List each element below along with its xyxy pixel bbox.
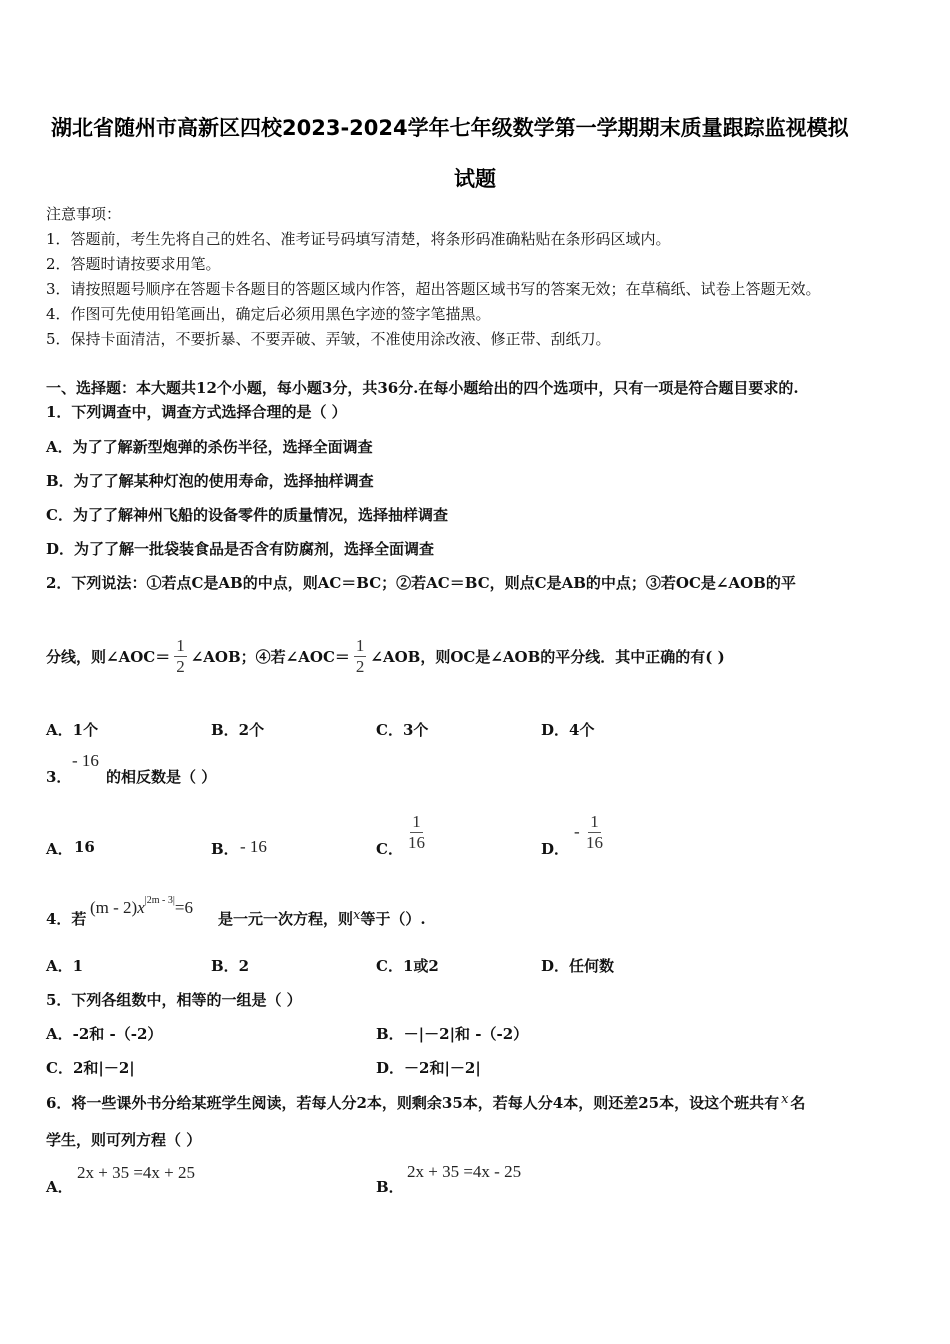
section-heading: 一、选择题：本大题共12个小题，每小题3分，共36分.在每小题给出的四个选项中，只有一项是符合题目要求的. xyxy=(46,379,799,397)
question-4-variable: x xyxy=(353,908,361,923)
question-3-option-c-label: C． xyxy=(376,840,403,858)
question-2-line1: 2．下列说法：①若点C是AB的中点，则AC＝BC；②若AC＝BC，则点C是AB的中点；③若OC是∠AOB的平 xyxy=(46,574,796,592)
question-3-option-a-label: A． xyxy=(46,840,73,858)
notice-item: 5．保持卡面清洁，不要折暴、不要弄破、弄皱，不准使用涂改液、修正带、刮纸刀。 xyxy=(46,330,611,348)
question-5-option-d: D．－2和|－2| xyxy=(376,1059,481,1077)
question-3-option-d-label: D． xyxy=(541,840,570,858)
question-2-text-c: ∠AOB，则OC是∠AOB的平分线．其中正确的有( ) xyxy=(370,647,725,666)
question-3-option-b-value: - 16 xyxy=(240,837,267,856)
question-6-line1 xyxy=(46,1092,805,1113)
fraction-denominator: 2 xyxy=(176,656,185,676)
fraction-numerator: 1 xyxy=(355,636,365,655)
fraction-one-half xyxy=(174,636,187,676)
question-4-option-c: C．1或2 xyxy=(376,957,439,975)
question-6-option-a-label: A． xyxy=(46,1178,73,1196)
question-3-option-d-fraction xyxy=(584,812,605,852)
question-3-number: 3． xyxy=(46,768,72,786)
question-4-option-d: D．任何数 xyxy=(541,957,615,975)
notice-item: 1．答题前，考生先将自己的姓名、准考证号码填写清楚，将条形码准确粘贴在条形码区域内。 xyxy=(46,230,671,248)
question-6-text-b: 名 xyxy=(790,1094,806,1112)
question-2-option-a: A．1个 xyxy=(46,721,99,739)
question-2-option-c: C．3个 xyxy=(376,721,429,739)
question-1-stem: 1．下列调查中，调查方式选择合理的是（ ） xyxy=(46,403,347,421)
question-2-text-a: 分线，则∠AOC＝ xyxy=(46,647,171,666)
fraction-numerator: 1 xyxy=(590,812,599,831)
question-1-option-a: A．为了了解新型炮弹的杀伤半径，选择全面调查 xyxy=(46,438,373,456)
question-5-option-c: C．2和|－2| xyxy=(46,1059,135,1077)
fraction-denominator: 16 xyxy=(408,832,425,852)
notice-item: 3．请按照题号顺序在答题卡各题目的答题区域内作答，超出答题区域书写的答案无效；在草稿纸、试卷上答题无效。 xyxy=(46,280,821,298)
page-title-line1: 湖北省随州市高新区四校2023-2024学年七年级数学第一学期期末质量跟踪监视模拟 xyxy=(51,116,849,140)
question-2-option-b: B．2个 xyxy=(211,721,265,739)
fraction-numerator: 1 xyxy=(176,636,185,655)
question-3-option-b-label: B． xyxy=(211,840,239,858)
question-3-expression: - 16 xyxy=(72,751,99,770)
question-3-option-c-fraction xyxy=(406,812,427,852)
fraction-one-half xyxy=(354,636,367,676)
question-6-text-a: 6．将一些课外书分给某班学生阅读，若每人分2本，则剩余35本，若每人分4本，则还差25本，设这个班共有 xyxy=(46,1094,780,1112)
question-3-stem: 的相反数是（ ） xyxy=(106,768,217,786)
page-title-line2: 试题 xyxy=(454,167,496,191)
question-6-option-b-equation: 2x + 35 =4x - 25 xyxy=(407,1162,522,1181)
question-1-option-b: B．为了了解某种灯泡的使用寿命，选择抽样调查 xyxy=(46,472,374,490)
question-4-tail: 等于（）. xyxy=(360,910,426,928)
question-2-text-b: ∠AOB；④若∠AOC＝ xyxy=(190,647,350,666)
question-4-stem-middle xyxy=(218,908,426,929)
question-6-option-a-equation: 2x + 35 =4x + 25 xyxy=(77,1163,196,1182)
question-2-option-d: D．4个 xyxy=(541,721,595,739)
question-4-option-a: A．1 xyxy=(46,957,84,975)
equation-rhs: =6 xyxy=(174,898,193,917)
equation-base: (m - 2) xyxy=(90,898,138,917)
question-4-mid: 是一元一次方程，则 xyxy=(218,910,354,928)
notice-item: 4．作图可先使用铅笔画出，确定后必须用黑色字迹的签字笔描黑。 xyxy=(46,305,491,323)
notice-heading: 注意事项： xyxy=(46,205,122,223)
fraction-denominator: 2 xyxy=(355,656,365,676)
question-6-line2: 学生，则可列方程（ ） xyxy=(46,1131,202,1149)
question-5-stem: 5．下列各组数中，相等的一组是（ ） xyxy=(46,991,302,1009)
question-3-option-a-value: 16 xyxy=(74,838,95,856)
question-6-variable: x xyxy=(781,1092,789,1107)
question-5-option-b: B．－|－2|和 -（-2） xyxy=(376,1025,529,1043)
fraction-numerator: 1 xyxy=(412,812,421,831)
equation-variable: x xyxy=(137,898,145,917)
notice-item: 2．答题时请按要求用笔。 xyxy=(46,255,221,273)
question-4-option-b: B．2 xyxy=(211,957,250,975)
question-4-lead: 4．若 xyxy=(46,910,87,928)
question-6-option-b-label: B． xyxy=(376,1178,404,1196)
question-3-option-d-sign: - xyxy=(574,822,580,841)
question-1-option-c: C．为了了解神州飞船的设备零件的质量情况，选择抽样调查 xyxy=(46,506,448,524)
question-5-option-a: A．-2和 -（-2） xyxy=(46,1025,163,1043)
equation-exponent: |2m - 3| xyxy=(144,895,175,906)
question-4-equation xyxy=(90,895,193,918)
question-2-line2 xyxy=(46,636,725,676)
question-1-option-d: D．为了了解一批袋装食品是否含有防腐剂，选择全面调查 xyxy=(46,540,435,558)
fraction-denominator: 16 xyxy=(586,832,603,852)
